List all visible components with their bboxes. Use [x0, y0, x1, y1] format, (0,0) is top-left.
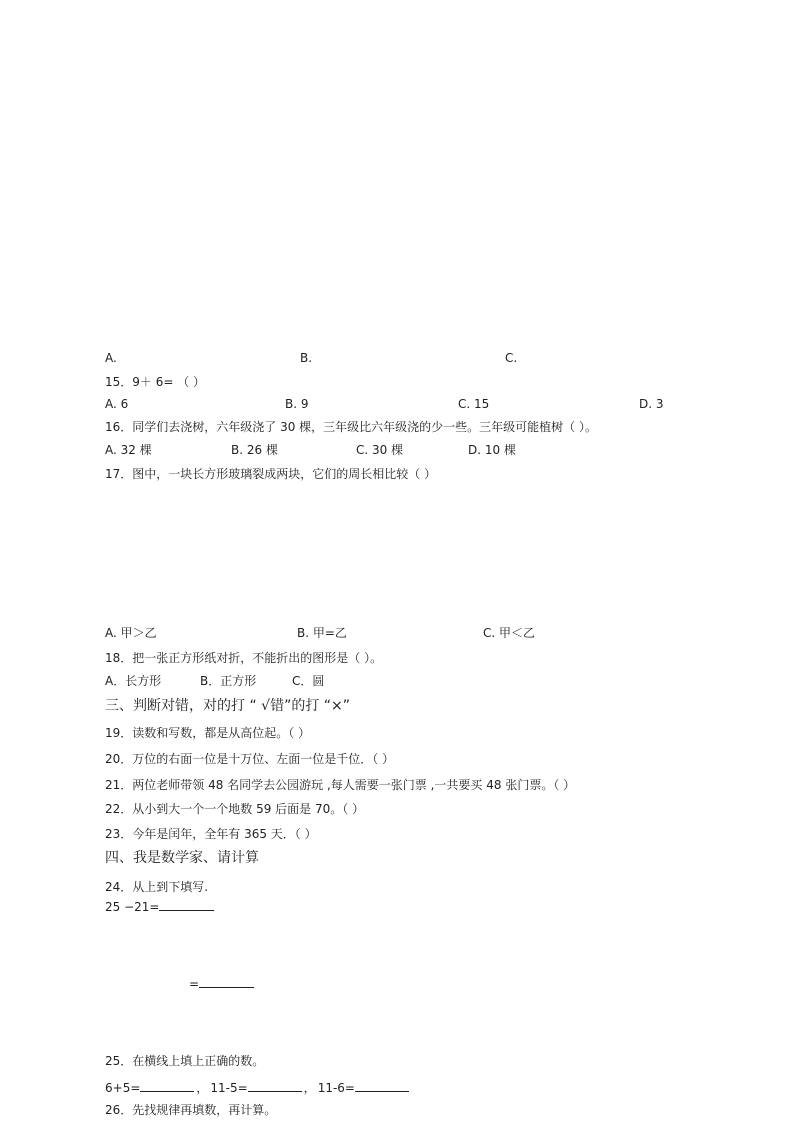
q15-option-b: B. 9	[285, 397, 309, 411]
q16-option-c: C. 30 棵	[356, 443, 404, 457]
q18-option-a: A．长方形	[105, 674, 162, 688]
q15-option-a: A. 6	[105, 397, 129, 411]
q25-text: 25．在横线上填上正确的数。	[105, 1054, 265, 1068]
q17-text: 17．图中，一块长方形玻璃裂成两块，它们的周长相比较（ ）	[105, 467, 437, 481]
q24-answer-blank-1[interactable]	[159, 900, 214, 911]
q16-option-a: A. 32 棵	[105, 443, 152, 457]
q17-option-b: B. 甲=乙	[297, 626, 347, 640]
q20-text: 20．万位的右面一位是十万位、左面一位是千位．（ ）	[105, 752, 395, 766]
q15-option-d: D. 3	[639, 397, 664, 411]
q16-option-d: D. 10 棵	[468, 443, 516, 457]
q16-text: 16．同学们去浇树，六年级浇了 30 棵，三年级比六年级浇的少一些。三年级可能植树（ ）。	[105, 420, 597, 434]
q24-expression-2: =	[189, 977, 200, 991]
q17-option-a: A. 甲＞乙	[105, 626, 157, 640]
q18-option-b: B．正方形	[200, 674, 257, 688]
q25-expression-2: 11-5=	[210, 1081, 248, 1095]
q23-text: 23．今年是闰年，全年有 365 天．（ ）	[105, 827, 317, 841]
q24-expression-1: 25 −21=	[105, 900, 160, 914]
q14-option-a: A.	[105, 351, 117, 365]
q18-text: 18．把一张正方形纸对折，不能折出的图形是（ ）。	[105, 651, 383, 665]
q14-option-c: C.	[505, 351, 518, 365]
q16-option-b: B. 26 棵	[231, 443, 278, 457]
q17-option-c: C. 甲＜乙	[483, 626, 536, 640]
q24-line1	[105, 900, 214, 914]
q25-separator-1: ，	[196, 1081, 209, 1095]
q22-text: 22．从小到大一个一个地数 59 后面是 70。（ ）	[105, 802, 365, 816]
q24-text: 24．从上到下填写.	[105, 880, 209, 894]
section4-title: 四、我是数学家、请计算	[105, 850, 259, 866]
q24-answer-blank-2[interactable]	[199, 977, 254, 988]
q25-expressions	[105, 1081, 409, 1095]
q25-answer-blank-2[interactable]	[248, 1081, 302, 1092]
q25-answer-blank-3[interactable]	[355, 1081, 409, 1092]
q25-answer-blank-1[interactable]	[140, 1081, 194, 1092]
q18-option-c: C．圆	[292, 674, 325, 688]
q19-text: 19．读数和写数，都是从高位起。（ ）	[105, 726, 311, 740]
q14-option-b: B.	[300, 351, 313, 365]
q24-line2	[189, 977, 254, 991]
section3-title: 三、判断对错，对的打 “ √错”的打 “×”	[105, 698, 351, 714]
q25-expression-3: 11-6=	[317, 1081, 355, 1095]
q25-separator-2: ，	[303, 1081, 316, 1095]
q15-text: 15．9＋ 6= （ ）	[105, 375, 206, 389]
q21-text: 21．两位老师带领 48 名同学去公园游玩 ,每人需要一张门票 ,一共要买 48 张门票。（ ）	[105, 778, 576, 792]
q25-expression-1: 6+5=	[105, 1081, 141, 1095]
q26-text: 26．先找规律再填数，再计算。	[105, 1103, 277, 1117]
q15-option-c: C. 15	[458, 397, 490, 411]
